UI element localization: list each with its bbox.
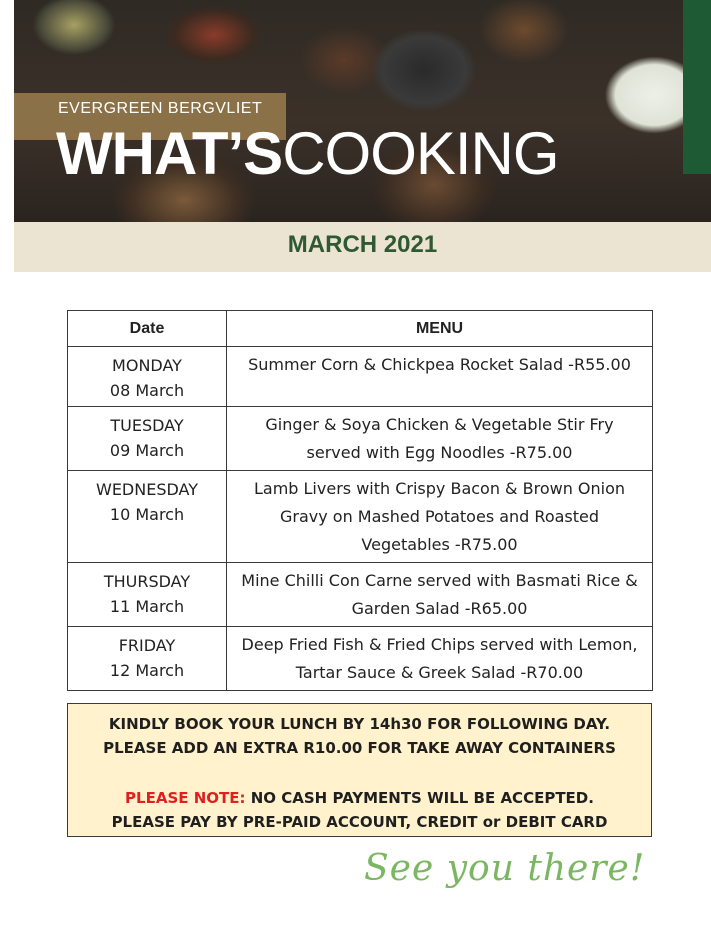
title-light: COOKING	[282, 120, 559, 187]
accent-bar	[683, 0, 711, 174]
menu-cell: Summer Corn & Chickpea Rocket Salad -R55.00	[227, 347, 653, 407]
day-name: TUESDAY	[110, 416, 184, 435]
menu-cell: Ginger & Soya Chicken & Vegetable Stir Fry served with Egg Noodles -R75.00	[227, 407, 653, 471]
day-date: 08 March	[109, 381, 185, 400]
menu-cell: Lamb Livers with Crispy Bacon & Brown Onion Gravy on Mashed Potatoes and Roasted Vegetables -R75.00	[227, 471, 653, 563]
booking-deadline-text: KINDLY BOOK YOUR LUNCH BY 14h30 FOR FOLLOWING DAY.	[108, 715, 611, 733]
table-row	[68, 407, 653, 471]
menu-cell: Deep Fried Fish & Fried Chips served with Lemon, Tartar Sauce & Greek Salad -R70.00	[227, 627, 653, 691]
day-date: 10 March	[109, 505, 185, 524]
booking-notice	[67, 703, 652, 837]
day-date: 11 March	[109, 597, 185, 616]
newsletter-title	[56, 120, 559, 187]
day-date: 12 March	[109, 661, 185, 680]
date-cell	[68, 347, 227, 407]
table-header-row	[68, 311, 653, 347]
table-row	[68, 347, 653, 407]
date-cell	[68, 471, 227, 563]
day-name: FRIDAY	[118, 636, 176, 655]
note-text: NO CASH PAYMENTS WILL BE ACCEPTED.	[245, 789, 594, 807]
date-cell	[68, 563, 227, 627]
table-row	[68, 627, 653, 691]
column-header-date: Date	[68, 311, 227, 347]
menu-table	[67, 310, 653, 691]
day-name: THURSDAY	[103, 572, 191, 591]
date-cell	[68, 627, 227, 691]
month-title: MARCH 2021	[287, 231, 438, 258]
month-band	[14, 222, 711, 272]
day-name: MONDAY	[112, 356, 182, 375]
menu-cell: Mine Chilli Con Carne served with Basmati Rice & Garden Salad -R65.00	[227, 563, 653, 627]
column-header-menu: MENU	[227, 311, 653, 347]
brand-name: EVERGREEN BERGVLIET	[58, 100, 263, 117]
header-banner	[14, 0, 711, 222]
payment-methods-text: PLEASE PAY BY PRE-PAID ACCOUNT, CREDIT or DEBIT CARD	[111, 813, 608, 831]
date-cell	[68, 407, 227, 471]
table-row	[68, 563, 653, 627]
table-row	[68, 471, 653, 563]
takeaway-charge-text: PLEASE ADD AN EXTRA R10.00 FOR TAKE AWAY CONTAINERS	[103, 739, 616, 757]
title-bold: WHAT’S	[56, 120, 283, 187]
day-name: WEDNESDAY	[96, 480, 198, 499]
day-date: 09 March	[109, 441, 185, 460]
signoff-text: See you there!	[364, 848, 646, 889]
note-label: PLEASE NOTE:	[125, 789, 246, 807]
payment-note	[68, 786, 651, 810]
